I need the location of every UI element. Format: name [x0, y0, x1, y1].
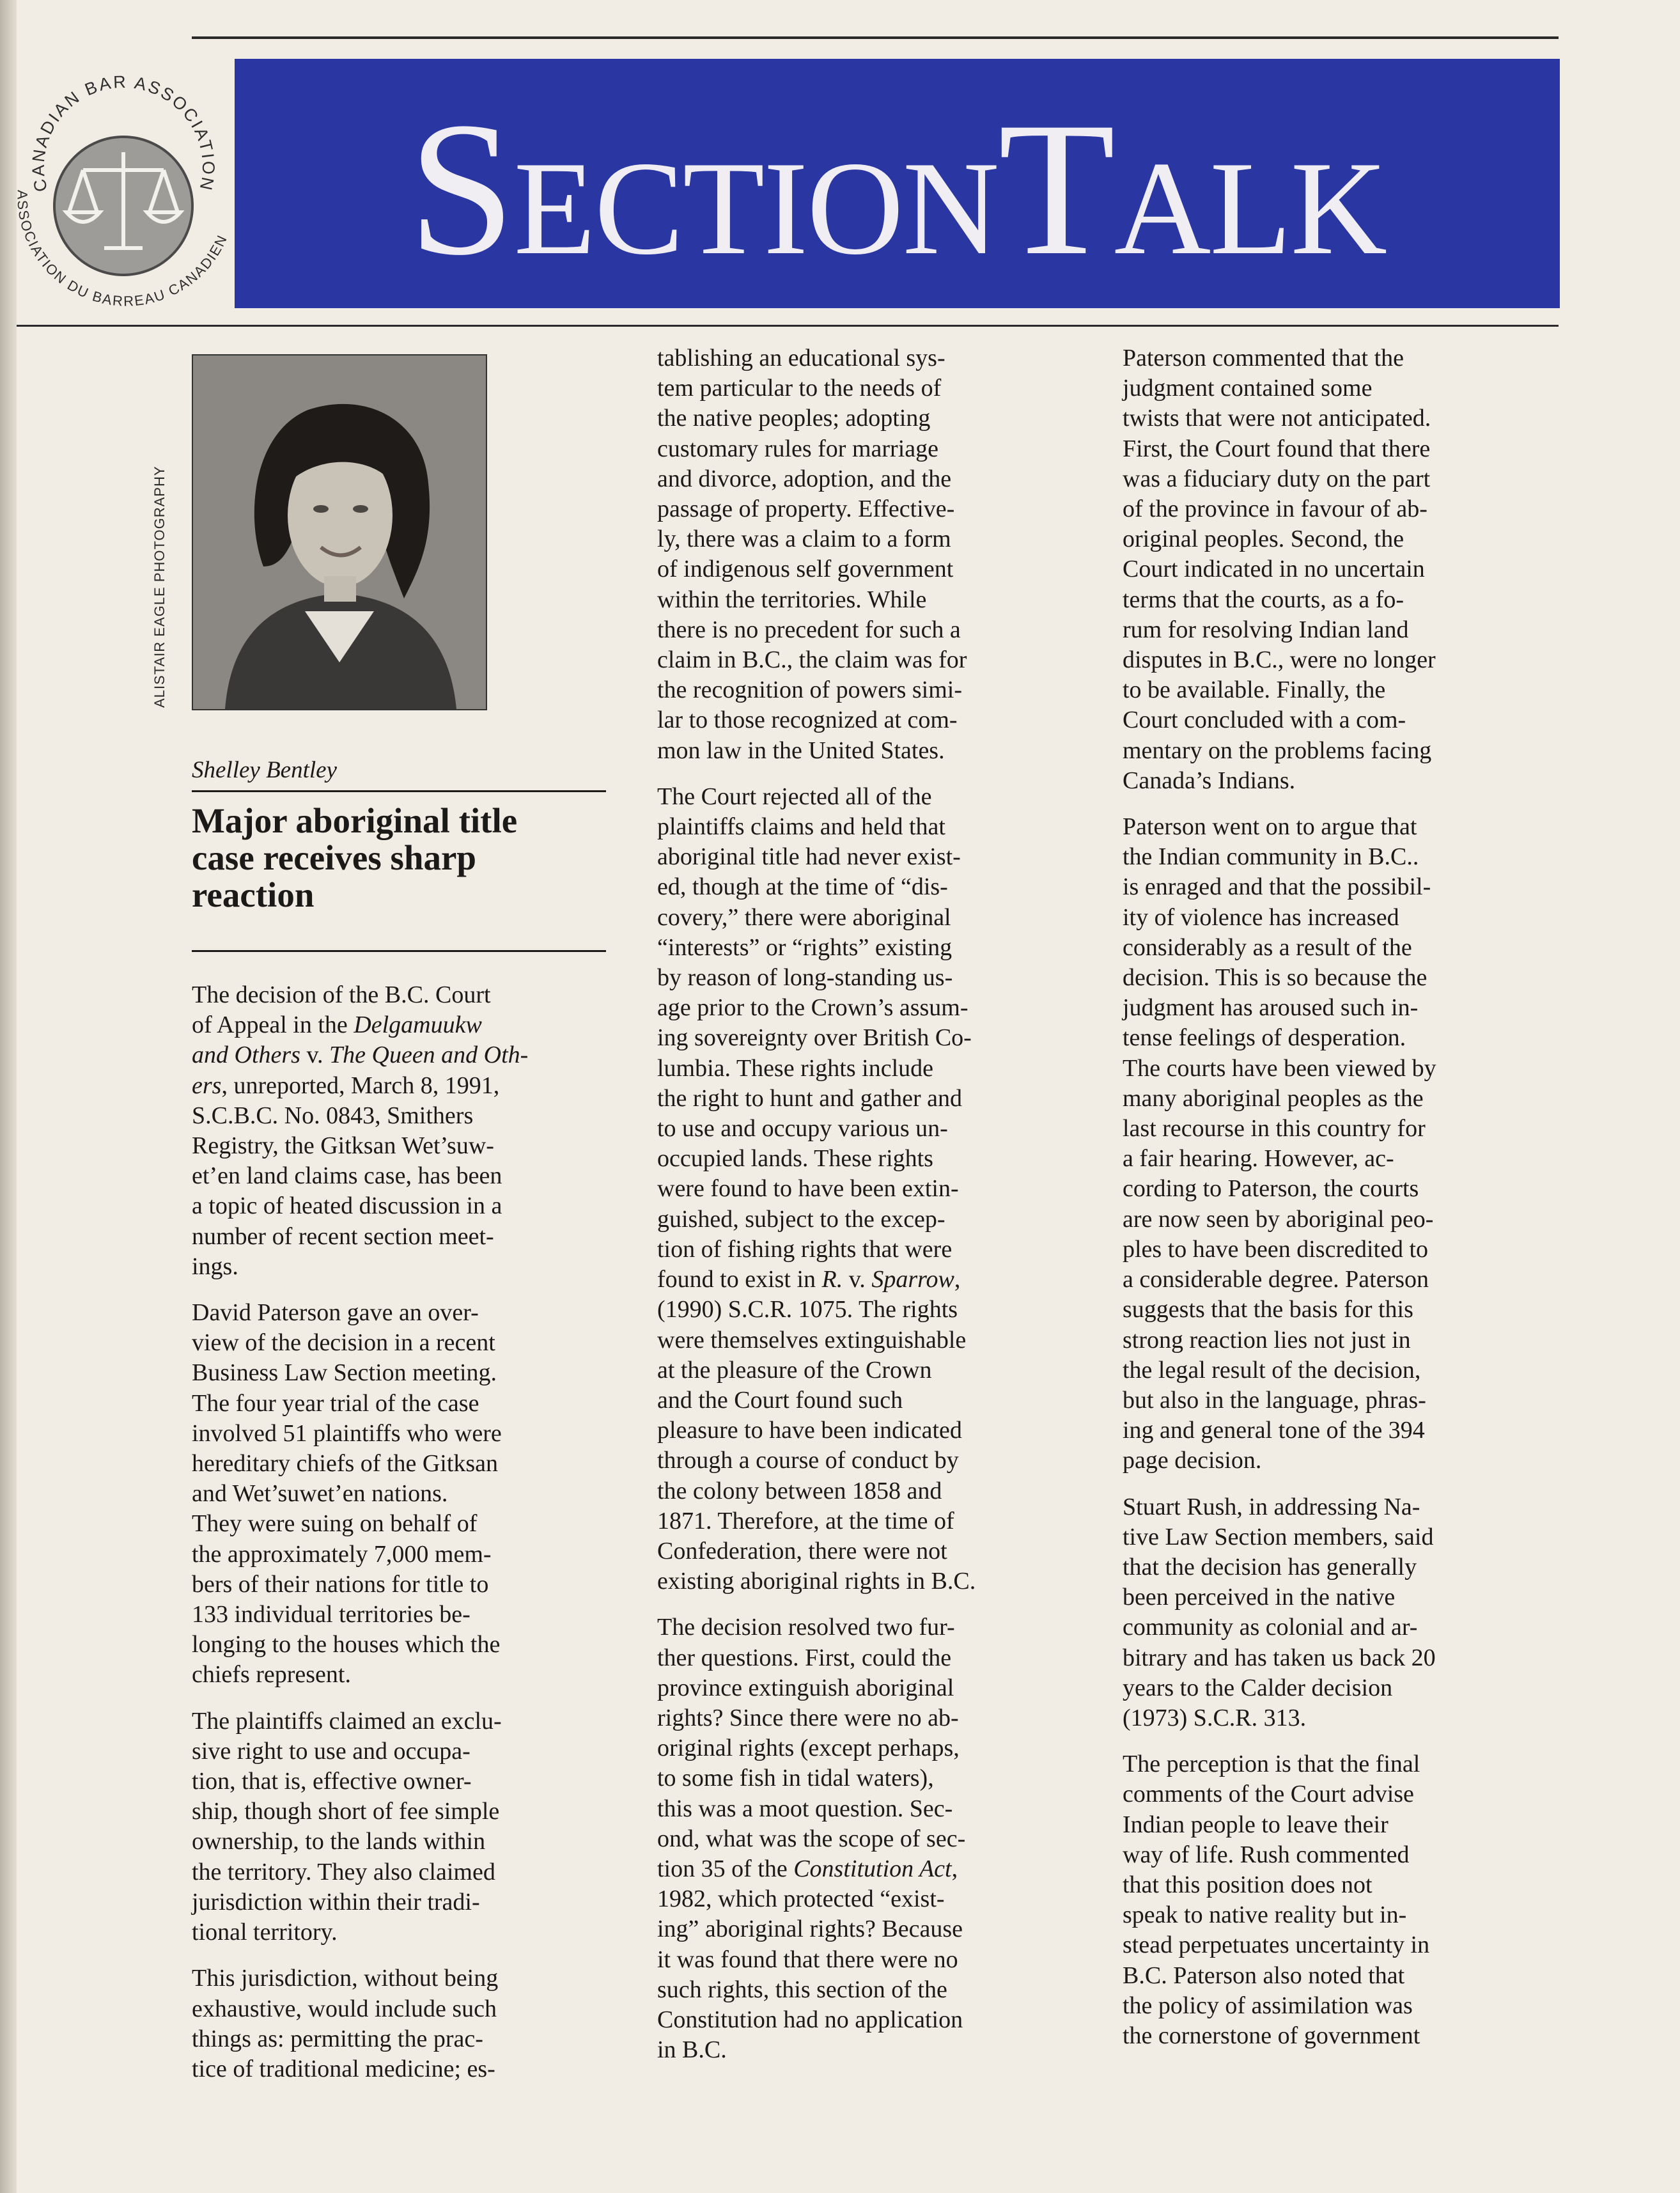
page-binding-edge: [0, 0, 17, 2193]
paragraph: Paterson commented that the judgment contained some twists that were not anticipated. First, the Court found that there was a fiduciary duty on the part of the province in favour of ab- original peoples. Second, the Court indicated in no uncertain terms that the courts, as a fo- rum for resolving Indian land disputes in B.C., were no longer to be available. Finally, the Court concluded with a com- mentary on the problems facing Canada’s Indians.: [1123, 345, 1436, 794]
paragraph: The decision of the B.C. Court of Appeal in the Delgamuukw and Others v. The Queen and Oth- ers, unreported, March 8, 1991, S.C.B.C. No. 0843, Smithers Registry, the Gitksan Wet’suw- et’en land claims case, has been a topic of heated discussion in a number of recent section meet- ings.: [192, 981, 529, 1280]
paragraph: Paterson went on to argue that the Indian community in B.C.. is enraged and that the possibil- ity of violence has increased considerably as a result of the decision. This is so because the judgment has aroused such in- tense feelings of desperation. The courts have been viewed by many aboriginal peoples as the last recourse in this country for a fair hearing. However, ac- cording to Paterson, the courts are now seen by aboriginal peo- ples to have been discredited to a considerable degree. Paterson suggests that the basis for this strong reaction lies not just in the legal result of the decision, but also in the language, phras- ing and general tone of the 394 page decision.: [1123, 813, 1436, 1474]
paragraph: tablishing an educational sys- tem particular to the needs of the native peoples; adopting customary rules for marriage and divorce, adoption, and the passage of property. Effective- ly, there was a claim to a form of indigenous self government within the territories. While there is no precedent for such a claim in B.C., the claim was for the recognition of powers simi- lar to those recognized at com- mon law in the United States.: [657, 345, 967, 764]
masthead-title: SectionTalk: [408, 82, 1387, 295]
article-column-1: [192, 980, 633, 2100]
headline-rule-bottom: [192, 950, 606, 952]
paragraph: The plaintiffs claimed an exclu- sive right to use and occupa- tion, that is, effective owner- ship, though short of fee simple ownership, to the lands within the territory. They also claimed jurisdiction within their tradi- tional territory.: [192, 1707, 502, 1946]
paragraph: The perception is that the final comments of the Court advise Indian people to leave their way of life. Rush commented that this position does not speak to native reality but in- stead perpetuates uncertainty in B.C. Paterson also noted that the policy of assimilation was the cornerstone of government: [1123, 1751, 1430, 2049]
article-column-2: [657, 343, 1098, 2081]
photo-caption: Shelley Bentley: [192, 757, 338, 783]
bar-association-seal: [5, 45, 248, 313]
article-column-3: [1123, 343, 1564, 2067]
photo-credit: ALISTAIR EAGLE PHOTOGRAPHY: [152, 465, 167, 708]
article-headline: Major aboriginal title case receives sharp reaction: [192, 801, 518, 914]
top-rule: [192, 36, 1559, 39]
paragraph: David Paterson gave an over- view of the decision in a recent Business Law Section meeting. The four year trial of the case involved 51 plaintiffs who were hereditary chiefs of the Gitksan and Wet’suwet’en nations. They were suing on behalf of the approximately 7,000 mem- bers of their nations for title to 133 individual territories be- longing to the houses which the chiefs represent.: [192, 1299, 502, 1689]
paragraph: Stuart Rush, in addressing Na- tive Law Section members, said that the decision has generally been perceived in the native community as colonial and ar- bitrary and has taken us back 20 years to the Calder decision (1973) S.C.R. 313.: [1123, 1493, 1436, 1731]
section-talk-banner: [235, 59, 1560, 308]
headline-rule-top: [192, 790, 606, 792]
header-rule: [17, 325, 1559, 327]
svg-text:CANADIAN BAR ASSOCIATION: CANADIAN BAR ASSOCIATION: [28, 72, 219, 194]
portrait-photo: [192, 354, 487, 710]
svg-text:ASSOCIATION DU BARREAU CANADIE: ASSOCIATION DU BARREAU CANADIEN: [14, 189, 231, 309]
paragraph: This jurisdiction, without being exhaustive, would include such things as: permitting the prac- tice of traditional medicine; es-: [192, 1965, 499, 2082]
paragraph: The Court rejected all of the plaintiffs claims and held that aboriginal title had never exist- ed, though at the time of “dis- covery,” there were aboriginal “interests” or “rights” existing by reason of long-standing us- age prior to the Crown’s assum- ing sovereignty over British Co- lumbia. These rights include the right to hunt and gather and to use and occupy various un- occupied lands. These rights were found to have been extin- guished, subject to the excep- tion of fishing rights that were found to exist in R. v. Sparrow, (1990) S.C.R. 1075. The rights were themselves extinguishable at the pleasure of the Crown and the Court found such pleasure to have been indicated through a course of conduct by the colony between 1858 and 1871. Therefore, at the time of Confederation, there were not existing aboriginal rights in B.C.: [657, 783, 976, 1595]
paragraph: The decision resolved two fur- ther questions. First, could the province extinguish aboriginal rights? Since there were no ab- original rights (except perhaps, to some fish in tidal waters), this was a moot question. Sec- ond, what was the scope of sec- tion 35 of the Constitution Act, 1982, which protected “exist- ing” aboriginal rights? Because it was found that there were no such rights, this section of the Constitution had no application in B.C.: [657, 1614, 966, 2064]
